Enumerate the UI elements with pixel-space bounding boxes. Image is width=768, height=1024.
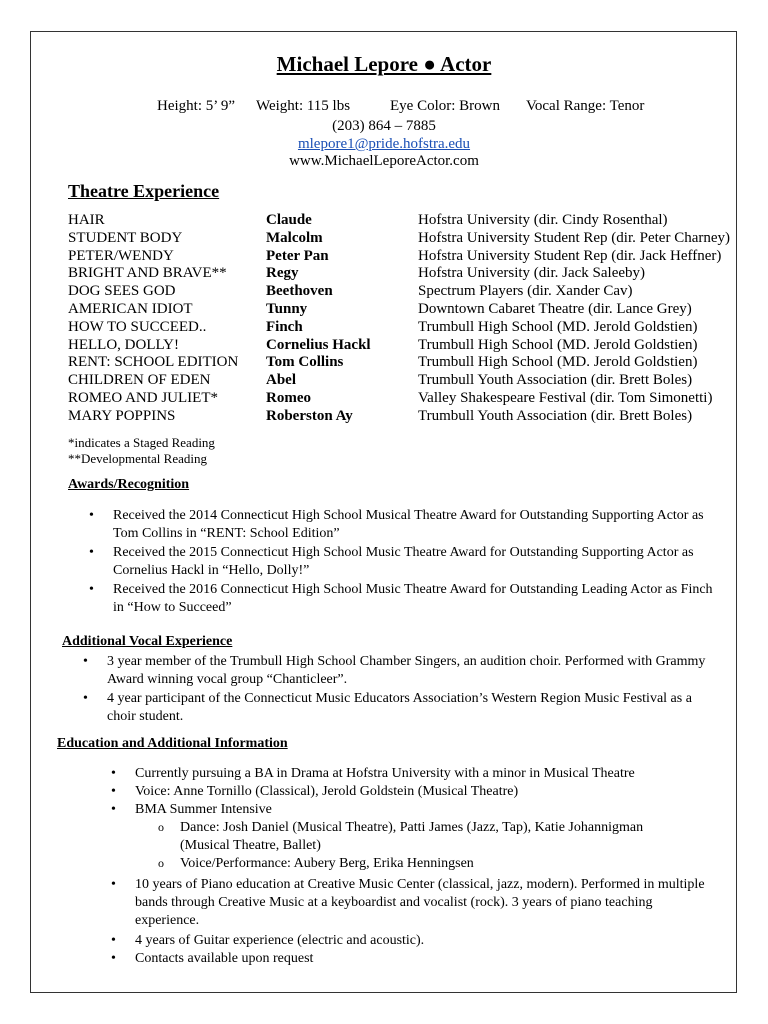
list-item: • 10 years of Piano education at Creative Music Center (classical, jazz, modern). Performed in multiple bands through Creative Music at a keyboardist and vocalist (rock). 3 years of piano teaching experience. bbox=[135, 876, 715, 930]
show-name: STUDENT BODY bbox=[68, 229, 183, 246]
show-name: ROMEO AND JULIET* bbox=[68, 390, 218, 406]
note-developmental-reading: **Developmental Reading bbox=[68, 451, 207, 466]
vocal-heading: Additional Vocal Experience bbox=[62, 634, 233, 649]
table-row bbox=[0, 212, 768, 230]
role-name: Beethoven bbox=[266, 283, 333, 300]
email-line bbox=[0, 136, 768, 153]
table-row bbox=[0, 337, 768, 355]
show-name: RENT: SCHOOL EDITION bbox=[68, 354, 239, 371]
list-item: • 4 year participant of the Connecticut Music Educators Association’s Western Region Music Festival as a choir student. bbox=[107, 690, 712, 726]
awards-heading: Awards/Recognition bbox=[68, 477, 190, 492]
sub-list-item: o Dance: Josh Daniel (Musical Theatre), Patti James (Jazz, Tap), Katie Johannigman (Musical Theatre, Ballet) bbox=[180, 819, 690, 855]
list-item: • Currently pursuing a BA in Drama at Hofstra University with a minor in Musical Theatre bbox=[135, 765, 715, 783]
list-item: • 4 years of Guitar experience (electric and acoustic). bbox=[135, 932, 715, 950]
role-name: Peter Pan bbox=[266, 247, 329, 264]
table-row bbox=[0, 283, 768, 301]
vocal-range-stat: Vocal Range: Tenor bbox=[526, 98, 645, 114]
role-name: Cornelius Hackl bbox=[266, 336, 371, 353]
eye-color-stat: Eye Color: Brown bbox=[390, 98, 500, 114]
theatre-heading: Theatre Experience bbox=[68, 181, 220, 201]
show-name: MARY POPPINS bbox=[68, 407, 176, 424]
weight-stat: Weight: 115 lbs bbox=[256, 98, 351, 114]
venue: Valley Shakespeare Festival (dir. Tom Simonetti) bbox=[418, 390, 713, 406]
awards-list bbox=[113, 507, 723, 617]
role-name: Tom Collins bbox=[266, 354, 344, 371]
list-item: • Voice: Anne Tornillo (Classical), Jerold Goldstein (Musical Theatre) bbox=[135, 783, 715, 801]
role-name: Tunny bbox=[266, 301, 308, 317]
show-name: HOW TO SUCCEED.. bbox=[68, 318, 207, 335]
venue: Trumbull High School (MD. Jerold Goldstien) bbox=[418, 318, 698, 335]
role-name: Claude bbox=[266, 212, 312, 228]
list-item: • Received the 2015 Connecticut High School Music Theatre Award for Outstanding Supporting Actor as Cornelius Hackl in “Hello, Dolly!” bbox=[113, 544, 723, 580]
venue: Hofstra University Student Rep (dir. Jack Heffner) bbox=[418, 247, 722, 264]
venue: Spectrum Players (dir. Xander Cav) bbox=[418, 283, 633, 300]
venue: Hofstra University (dir. Jack Saleeby) bbox=[418, 265, 646, 282]
name-title: Michael Lepore ● Actor bbox=[276, 52, 492, 76]
list-item: • Received the 2014 Connecticut High School Musical Theatre Award for Outstanding Supporting Actor as Tom Collins in “RENT: School Edition” bbox=[113, 507, 723, 543]
show-name: AMERICAN IDIOT bbox=[68, 301, 193, 317]
table-row bbox=[0, 265, 768, 283]
venue: Trumbull Youth Association (dir. Brett Boles) bbox=[418, 407, 693, 424]
table-row bbox=[0, 319, 768, 337]
table-row bbox=[0, 301, 768, 319]
table-row bbox=[0, 372, 768, 390]
education-list bbox=[135, 765, 715, 968]
email-link[interactable]: mlepore1@pride.hofstra.edu bbox=[297, 136, 471, 152]
list-item: • Contacts available upon request bbox=[135, 950, 715, 968]
vocal-list bbox=[107, 653, 712, 726]
role-name: Finch bbox=[266, 318, 303, 335]
venue: Trumbull High School (MD. Jerold Goldstien) bbox=[418, 336, 698, 353]
show-name: DOG SEES GOD bbox=[68, 283, 176, 300]
show-name: HAIR bbox=[68, 212, 105, 228]
table-row bbox=[0, 354, 768, 372]
venue: Trumbull High School (MD. Jerold Goldstien) bbox=[418, 354, 698, 371]
website[interactable]: www.MichaelLeporeActor.com bbox=[289, 153, 479, 169]
venue: Hofstra University (dir. Cindy Rosenthal) bbox=[418, 212, 668, 228]
bma-sublist bbox=[180, 819, 690, 873]
show-name: HELLO, DOLLY! bbox=[68, 336, 179, 353]
phone: (203) 864 – 7885 bbox=[332, 118, 436, 134]
role-name: Romeo bbox=[266, 390, 311, 406]
show-name: CHILDREN OF EDEN bbox=[68, 372, 211, 389]
show-name: PETER/WENDY bbox=[68, 247, 174, 264]
role-name: Malcolm bbox=[266, 229, 323, 246]
role-name: Roberston Ay bbox=[266, 407, 353, 424]
table-row bbox=[0, 248, 768, 266]
list-item: • Received the 2016 Connecticut High School Music Theatre Award for Outstanding Leading Actor as Finch in “How to Succeed” bbox=[113, 581, 723, 617]
sub-list-item: o Voice/Performance: Aubery Berg, Erika Henningsen bbox=[180, 855, 690, 873]
list-item: • 3 year member of the Trumbull High School Chamber Singers, an audition choir. Performed with Grammy Award winning vocal group “Chanticleer”. bbox=[107, 653, 712, 689]
venue: Hofstra University Student Rep (dir. Peter Charney) bbox=[418, 229, 731, 246]
table-row bbox=[0, 390, 768, 408]
education-heading: Education and Additional Information bbox=[57, 736, 288, 751]
table-row bbox=[0, 408, 768, 426]
venue: Downtown Cabaret Theatre (dir. Lance Grey) bbox=[418, 301, 692, 317]
show-name: BRIGHT AND BRAVE** bbox=[68, 265, 227, 282]
role-name: Abel bbox=[266, 372, 296, 389]
bma-label: BMA Summer Intensive bbox=[135, 802, 272, 817]
role-name: Regy bbox=[266, 265, 299, 282]
height-stat: Height: 5’ 9” bbox=[157, 98, 236, 114]
table-row bbox=[0, 230, 768, 248]
list-item bbox=[135, 801, 715, 873]
note-staged-reading: *indicates a Staged Reading bbox=[68, 435, 215, 450]
venue: Trumbull Youth Association (dir. Brett Boles) bbox=[418, 372, 693, 389]
